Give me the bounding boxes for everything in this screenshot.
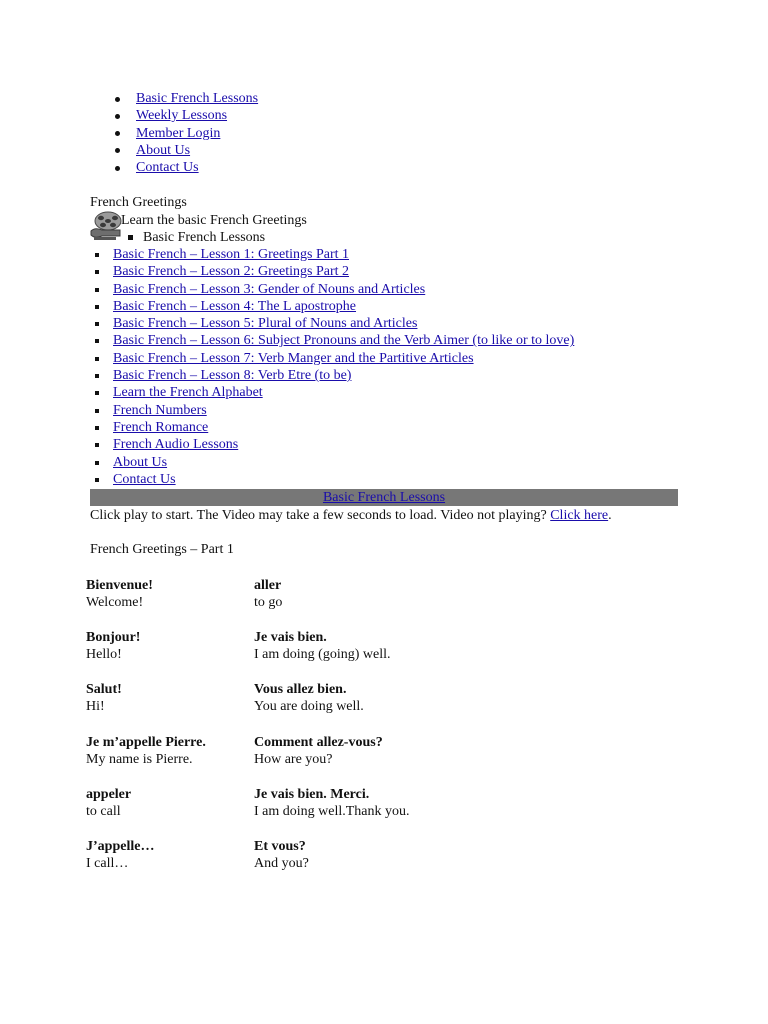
french-term: Je m’appelle Pierre. [86, 734, 206, 750]
bullet-icon [115, 114, 120, 119]
lesson-link[interactable]: Basic French – Lesson 8: Verb Etre (to be) [113, 368, 352, 384]
bullet-icon [95, 443, 99, 447]
english-translation: I am doing well.Thank you. [254, 803, 410, 819]
vocab-cell [86, 734, 206, 768]
table-row [86, 681, 686, 733]
list-item [90, 384, 574, 401]
french-term: Vous allez bien. [254, 682, 347, 698]
english-translation: Welcome! [86, 595, 144, 610]
nav-link-contact-us[interactable]: Contact Us [136, 160, 199, 176]
french-term: aller [254, 578, 282, 593]
list-item [90, 281, 574, 298]
bullet-icon [95, 357, 99, 361]
lesson-link[interactable]: Basic French – Lesson 3: Gender of Nouns and Articles [113, 281, 426, 297]
lesson-link[interactable]: Basic French – Lesson 7: Verb Manger and the Partitive Articles [113, 350, 474, 366]
vocab-cell [254, 734, 383, 768]
bullet-icon [115, 148, 120, 153]
audio-lessons-link[interactable]: French Audio Lessons [113, 437, 239, 453]
bullet-icon [95, 270, 99, 274]
video-note-period: . [608, 508, 612, 523]
vocab-cell [254, 786, 410, 820]
contact-us-link[interactable]: Contact Us [113, 471, 176, 487]
list-item [90, 419, 574, 436]
nav-link-weekly-lessons[interactable]: Weekly Lessons [136, 108, 228, 124]
vocab-cell [86, 577, 153, 611]
french-term: Bienvenue! [86, 578, 153, 593]
bullet-icon [95, 253, 99, 257]
english-translation: to call [86, 803, 121, 819]
lesson-link[interactable]: Basic French – Lesson 5: Plural of Nouns and Articles [113, 316, 418, 332]
english-translation: My name is Pierre. [86, 751, 193, 767]
bullet-icon [115, 166, 120, 171]
lessons-bar [90, 489, 678, 506]
numbers-link[interactable]: French Numbers [113, 402, 207, 418]
english-translation: I call… [86, 855, 129, 871]
click-here-link[interactable]: Click here [550, 508, 609, 523]
bullet-icon [95, 391, 99, 395]
list-item [90, 402, 574, 419]
list-item [90, 246, 574, 263]
top-nav-item [112, 107, 258, 124]
table-row [86, 577, 686, 629]
list-item [90, 436, 574, 453]
vocab-cell [86, 629, 140, 663]
lesson-link[interactable]: Basic French – Lesson 6: Subject Pronouns and the Verb Aimer (to like or to love) [113, 333, 575, 349]
french-term: appeler [86, 786, 132, 802]
bullet-icon [115, 131, 120, 136]
english-translation: And you? [254, 855, 309, 871]
bullet-icon [95, 461, 99, 465]
bullet-icon [95, 426, 99, 430]
top-nav-item [112, 159, 258, 176]
vocab-cell [254, 577, 282, 611]
bar-link-basic-french-lessons[interactable]: Basic French Lessons [322, 490, 446, 505]
english-translation: I am doing (going) well. [254, 647, 391, 663]
english-translation: to go [254, 595, 283, 610]
french-term: Salut! [86, 682, 122, 698]
top-nav-item [112, 142, 258, 159]
french-term: Bonjour! [86, 630, 141, 646]
list-item [90, 454, 574, 471]
lesson-link[interactable]: Basic French – Lesson 2: Greetings Part 2 [113, 264, 350, 280]
nav-link-member-login[interactable]: Member Login [136, 125, 221, 141]
film-reel-icon [90, 211, 122, 241]
french-term: Comment allez-vous? [254, 734, 383, 750]
french-term: Je vais bien. [254, 630, 327, 646]
vocab-cell [254, 838, 309, 872]
lesson-link[interactable]: Basic French – Lesson 1: Greetings Part 1 [113, 247, 350, 262]
french-term: J’appelle… [86, 838, 155, 854]
section-title: French Greetings – Part 1 [90, 542, 234, 557]
bullet-icon [95, 339, 99, 343]
bullet-icon [95, 478, 99, 482]
lesson-link[interactable]: Basic French – Lesson 4: The L apostrophe [113, 298, 357, 314]
vocab-cell [86, 681, 122, 715]
video-note [90, 507, 612, 524]
top-nav [112, 90, 258, 176]
alphabet-link[interactable]: Learn the French Alphabet [113, 385, 263, 401]
english-translation: How are you? [254, 751, 333, 767]
table-row [86, 734, 686, 786]
nav-link-about-us[interactable]: About Us [136, 142, 191, 158]
vocab-table [86, 577, 686, 890]
bullet-icon [128, 235, 133, 240]
bullet-icon [95, 305, 99, 309]
about-us-link[interactable]: About Us [113, 454, 168, 470]
list-item [90, 471, 574, 488]
list-item [90, 367, 574, 384]
french-term: Je vais bien. Merci. [254, 786, 370, 802]
top-nav-item [112, 125, 258, 142]
table-row [86, 629, 686, 681]
list-item [90, 263, 574, 280]
romance-link[interactable]: French Romance [113, 419, 209, 435]
bullet-icon [95, 409, 99, 413]
category-description: Learn the basic French Greetings [121, 213, 307, 228]
sub-heading: Basic French Lessons [143, 230, 266, 245]
english-translation: Hello! [86, 647, 122, 663]
list-item [90, 332, 574, 349]
table-row [86, 786, 686, 838]
bullet-icon [95, 374, 99, 378]
video-note-text: Click play to start. The Video may take a few seconds to load. Video not playing? [90, 508, 547, 523]
list-item [90, 315, 574, 332]
vocab-cell [254, 681, 364, 715]
vocab-cell [254, 629, 390, 663]
french-term: Et vous? [254, 838, 306, 854]
bullet-icon [115, 97, 120, 102]
bullet-icon [95, 322, 99, 326]
nav-link-basic-french-lessons[interactable]: Basic French Lessons [136, 91, 259, 106]
top-nav-item [112, 90, 258, 107]
vocab-cell [86, 786, 131, 820]
english-translation: Hi! [86, 699, 105, 715]
table-row [86, 838, 686, 890]
list-item [90, 350, 574, 367]
english-translation: You are doing well. [254, 699, 364, 715]
bullet-icon [95, 288, 99, 292]
lesson-list [90, 246, 574, 488]
category-title: French Greetings [90, 195, 187, 210]
list-item [90, 298, 574, 315]
vocab-cell [86, 838, 154, 872]
